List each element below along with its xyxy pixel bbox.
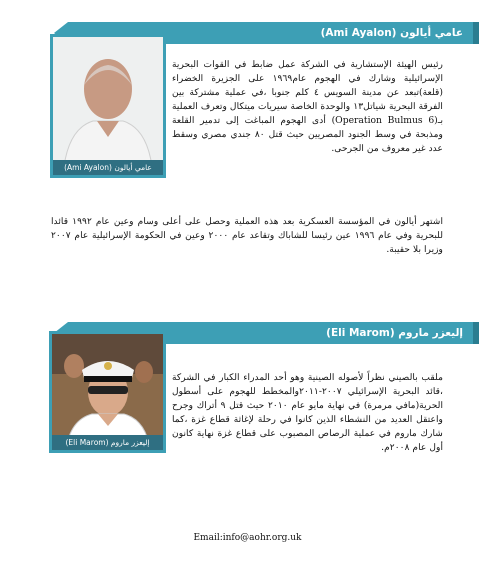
eli-marom-photo: [49, 331, 166, 453]
section1-title: عامي أيالون (Ami Ayalon): [320, 27, 463, 39]
section2-title: إليعزر ماروم (Eli Marom): [326, 327, 463, 339]
ami-ayalon-photo-image: [53, 37, 163, 175]
section1-paragraph1: رئيس الهيئة الإستشارية في الشركة عمل ضابط في القوات البحرية الإسرائيلية وشارك في الهجوم عام١٩٦٩ على الجزيرة الخضراء (قلعة)تبعد عن مدينة السويس ٤ كلم جنوبا ،في عملية مشتركة بين الفرقة البحرية شياتل١٣ والوحدة الخاصة سيريات ميتكال وتعرف العملية بـ(Operation Bulmus 6) أدى الهجوم المباغت إلى تدمير القلعة ومذبحة في وسط الجنود المصريين حيث قتل ٨٠ جندي مصري وسقط عدد غير معروف من الجرحى.: [172, 59, 444, 154]
eli-marom-photo-image: [52, 334, 163, 450]
banner-fold: [473, 322, 479, 344]
section1-paragraph2: اشتهر أيالون في المؤسسة العسكرية بعد هذه العملية وحصل على أعلى وسام وعين عام ١٩٩٢ قائدا للبحرية وفي عام ١٩٩٦ عين رئيسا للشاباك وتقاعد عام ٢٠٠٠ وعين في الحكومة الإسرائيلية عام ٢٠٠٧ وزيرا بلا حقيبة.: [51, 216, 443, 255]
banner-fold: [473, 22, 479, 44]
portrait-illustration: [53, 37, 163, 175]
eli-marom-caption: إليعزر ماروم (Eli Marom): [52, 435, 163, 450]
footer-email: Email:info@aohr.org.uk: [193, 533, 302, 543]
ami-ayalon-caption: عامي أيالون (Ami Ayalon): [53, 160, 163, 175]
portrait-illustration: [52, 334, 163, 450]
section2-paragraph1: ملقب بالصيني نظراً لأصوله الصينية وهو أحد المدراء الكبار في الشركة ،قائد البحرية الإسرائيلي ٢٠٠٧-٢٠١١والمخطط للهجوم على أسطول الحرية(مافي مرمرة) في نهاية مايو عام ٢٠١٠ حيث قتل ٩ أتراك وجرح واعتقل العديد من النشطاء الذين كانوا في رحلة لإغاثة قطاع غزة ،كما شارك ماروم في عملية الرصاص المصبوب على قطاع غزة نهاية كانون أول عام ٢٠٠٨م.: [172, 372, 444, 453]
ami-ayalon-photo: [50, 34, 166, 178]
